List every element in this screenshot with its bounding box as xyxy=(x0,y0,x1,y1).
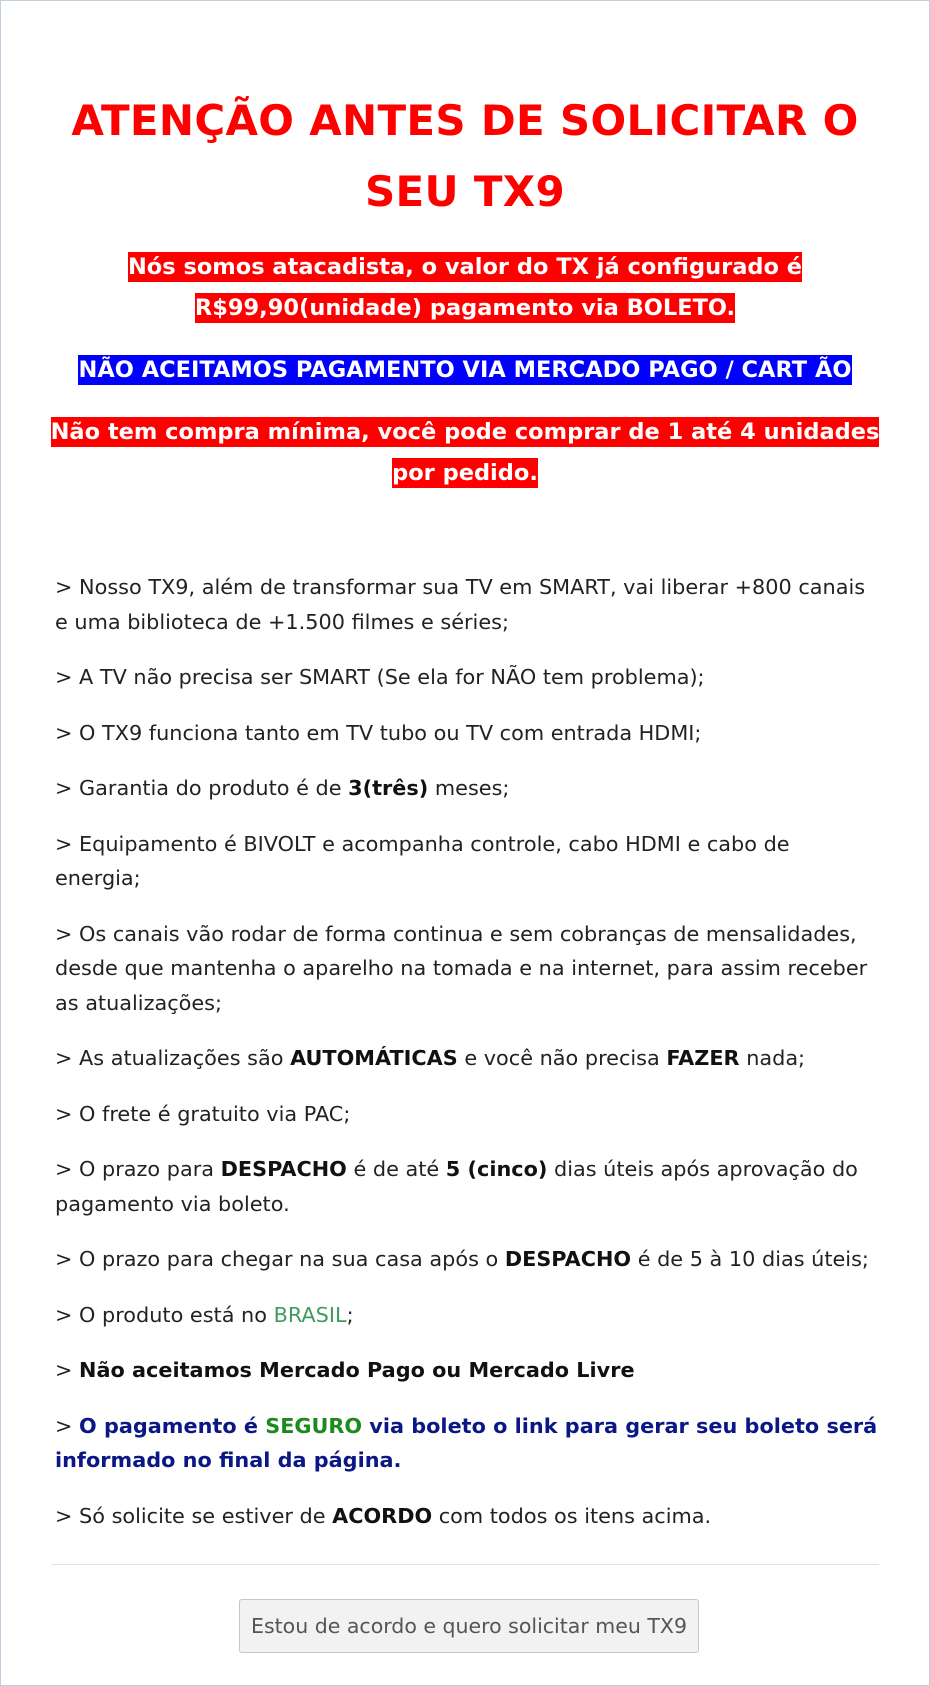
item-text: > O frete é gratuito via PAC; xyxy=(55,1101,351,1126)
wholesale-price-banner xyxy=(41,247,889,329)
item-text: > O produto está no xyxy=(55,1302,274,1327)
item-emphasis: 3(três) xyxy=(348,776,429,800)
brasil-highlight: BRASIL xyxy=(273,1302,347,1327)
item-text: é de 5 à 10 dias úteis; xyxy=(631,1247,869,1271)
item-text: > Garantia do produto é de xyxy=(55,776,349,800)
page-title: ATENÇÃO ANTES DE SOLICITAR O SEU TX9 xyxy=(71,96,859,216)
item-text: dias úteis após aprovação do pagamento via boleto. xyxy=(55,1157,858,1216)
item-text: > Nosso TX9, além de transformar sua TV em SMART, vai liberar +800 canais e uma biblioteca de +1.500 filmes e séries; xyxy=(55,575,866,634)
list-item xyxy=(55,1152,881,1221)
no-minimum-text: Não tem compra mínima, você pode comprar de 1 até 4 unidades por pedido. xyxy=(50,419,880,486)
item-emphasis: AUTOMÁTICAS xyxy=(290,1046,458,1070)
divider xyxy=(51,1564,879,1565)
item-text: > A TV não precisa ser SMART (Se ela for NÃO tem problema); xyxy=(55,665,705,689)
list-item xyxy=(55,570,881,639)
item-text: > As atualizações são xyxy=(55,1046,291,1070)
item-text: com todos os itens acima. xyxy=(432,1503,712,1528)
item-emphasis: FAZER xyxy=(666,1046,740,1070)
item-emphasis: 5 (cinco) xyxy=(445,1157,548,1181)
item-text: > Só solicite se estiver de xyxy=(55,1503,333,1528)
list-item xyxy=(55,660,881,695)
wholesale-price-text: Nós somos atacadista, o valor do TX já configurado é R$99,90(unidade) pagamento via BOLETO. xyxy=(127,254,803,321)
list-item xyxy=(55,716,881,751)
no-minimum-banner xyxy=(31,412,899,494)
list-item xyxy=(55,1097,881,1132)
item-text: > xyxy=(55,1413,80,1438)
list-item xyxy=(55,1409,881,1478)
list-item xyxy=(55,1499,881,1534)
list-item xyxy=(55,771,881,806)
agree-request-button[interactable]: Estou de acordo e quero solicitar meu TX9 xyxy=(239,1599,699,1653)
no-card-text: NÃO ACEITAMOS PAGAMENTO VIA MERCADO PAGO / CART ÃO xyxy=(78,357,852,383)
list-item xyxy=(55,1298,881,1333)
list-item xyxy=(55,1041,881,1076)
list-item xyxy=(55,1353,881,1388)
payment-note: via boleto o link para gerar seu boleto será informado no final da página. xyxy=(55,1413,878,1472)
item-emphasis: ACORDO xyxy=(332,1503,433,1528)
item-text: meses; xyxy=(428,776,510,800)
item-text: > O prazo para chegar na sua casa após o xyxy=(55,1247,505,1271)
item-text: > Equipamento é BIVOLT e acompanha controle, cabo HDMI e cabo de energia; xyxy=(55,831,790,890)
item-text: > O prazo para xyxy=(55,1157,221,1181)
item-text: > O TX9 funciona tanto em TV tubo ou TV com entrada HDMI; xyxy=(55,720,702,745)
conditions-list xyxy=(55,570,881,1554)
no-card-banner xyxy=(21,350,909,391)
item-text: é de até xyxy=(346,1157,446,1181)
item-text: > Os canais vão rodar de forma continua e sem cobranças de mensalidades, desde que mantenha o aparelho na tomada e na internet, para assim receber as atualizações; xyxy=(55,921,868,1015)
item-text: e você não precisa xyxy=(457,1046,667,1070)
seguro-highlight: SEGURO xyxy=(265,1413,363,1438)
item-text: nada; xyxy=(739,1046,806,1070)
payment-note: O pagamento é xyxy=(79,1413,266,1438)
item-text: ; xyxy=(346,1302,354,1327)
list-item xyxy=(55,1242,881,1277)
item-emphasis: DESPACHO xyxy=(504,1247,632,1271)
item-text: > xyxy=(55,1358,80,1382)
item-emphasis: DESPACHO xyxy=(220,1157,347,1181)
list-item xyxy=(55,827,881,896)
list-item xyxy=(55,917,881,1021)
item-emphasis: Não aceitamos Mercado Pago ou Mercado Livre xyxy=(79,1358,635,1382)
